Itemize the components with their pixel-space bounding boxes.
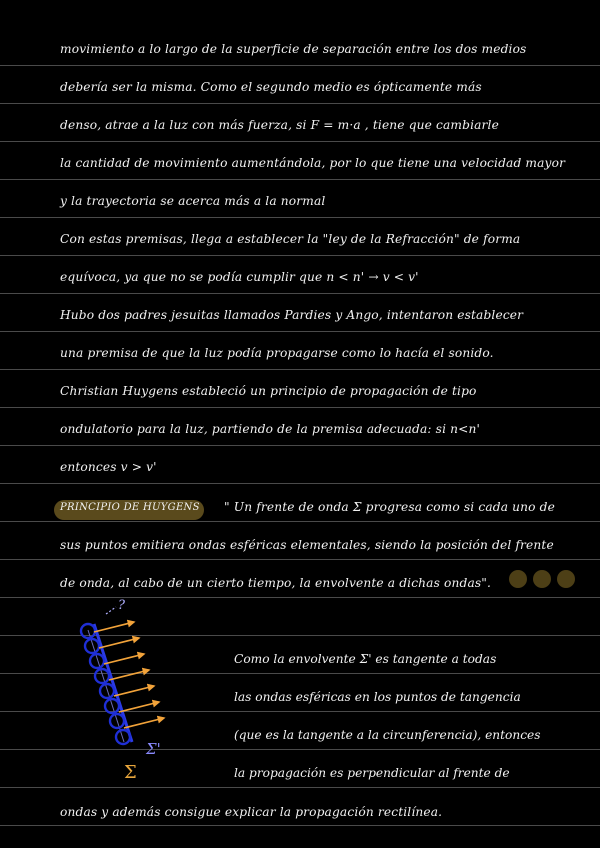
propagation-arrow (104, 654, 144, 664)
note-line: debería ser la misma. Como el segundo medio es ópticamente más (60, 80, 482, 94)
wavelet-circle (116, 730, 130, 744)
rule-line (0, 331, 600, 332)
propagation-arrow (119, 702, 159, 712)
propagation-arrow (94, 622, 134, 632)
wavelet-circle (95, 669, 109, 683)
note-line: equívoca, ya que no se podía cumplir que n < n' → v < v' (60, 270, 419, 284)
principle-label: PRINCIPIO DE HUYGENS (60, 502, 200, 513)
principle-quote-line: sus puntos emitiera ondas esféricas elementales, siendo la posición del frente (60, 538, 554, 552)
wavelet-circle (100, 684, 114, 698)
final-line: ondas y además consigue explicar la propagación rectilínea. (60, 805, 443, 819)
rule-line (0, 255, 600, 256)
principle-quote-line: " Un frente de onda Σ progresa como si cada uno de (224, 500, 555, 514)
rule-line (0, 521, 600, 522)
note-line: entonces v > v' (60, 460, 157, 474)
dot (533, 570, 551, 588)
sigma-prime-label: Σ' (146, 740, 161, 758)
principle-quote-line: de onda, al cabo de un cierto tiempo, la envolvente a dichas ondas". (60, 576, 492, 590)
propagation-arrows (94, 622, 164, 728)
propagation-arrow (99, 638, 139, 648)
explanation-line: las ondas esféricas en los puntos de tangencia (234, 690, 521, 704)
note-line: Con estas premisas, llega a establecer la "ley de la Refracción" de forma (60, 232, 521, 246)
rule-line (0, 483, 600, 484)
note-line: Christian Huygens estableció un principio de propagación de tipo (60, 384, 477, 398)
rule-line (0, 825, 600, 826)
rule-line (0, 179, 600, 180)
note-line: ondulatorio para la luz, partiendo de la premisa adecuada: si n<n' (60, 422, 480, 436)
question-label: ? (118, 598, 125, 613)
explanation-line: Como la envolvente Σ' es tangente a todas (234, 652, 497, 666)
dot (509, 570, 527, 588)
note-line: una premisa de que la luz podía propagarse como lo hacía el sonido. (60, 346, 494, 360)
rule-line (0, 217, 600, 218)
wavelet-circle (90, 654, 104, 668)
question-pointer (106, 607, 116, 614)
rule-line (0, 407, 600, 408)
rule-line (0, 293, 600, 294)
propagation-arrow (124, 718, 164, 728)
explanation-line: la propagación es perpendicular al frente de (234, 766, 510, 780)
rule-line (0, 103, 600, 104)
rule-line (0, 559, 600, 560)
rule-line (0, 445, 600, 446)
note-line: y la trayectoria se acerca más a la normal (60, 194, 326, 208)
note-line: movimiento a lo largo de la superficie de separación entre los dos medios (60, 42, 527, 56)
dot (557, 570, 575, 588)
rule-line (0, 65, 600, 66)
note-line: la cantidad de movimiento aumentándola, por lo que tiene una velocidad mayor (60, 156, 566, 170)
note-line: denso, atrae a la luz con más fuerza, si F = m·a , tiene que cambiarle (60, 118, 499, 132)
note-line: Hubo dos padres jesuitas llamados Pardies y Ango, intentaron establecer (60, 308, 524, 322)
rule-line (0, 787, 600, 788)
huygens-diagram (72, 594, 202, 784)
rule-line (0, 141, 600, 142)
rule-line (0, 369, 600, 370)
sigma-label: Σ (124, 762, 137, 783)
explanation-line: (que es la tangente a la circunferencia), entonces (234, 728, 541, 742)
propagation-arrow (109, 670, 149, 680)
propagation-arrow (114, 686, 154, 696)
more-dots (509, 570, 581, 592)
